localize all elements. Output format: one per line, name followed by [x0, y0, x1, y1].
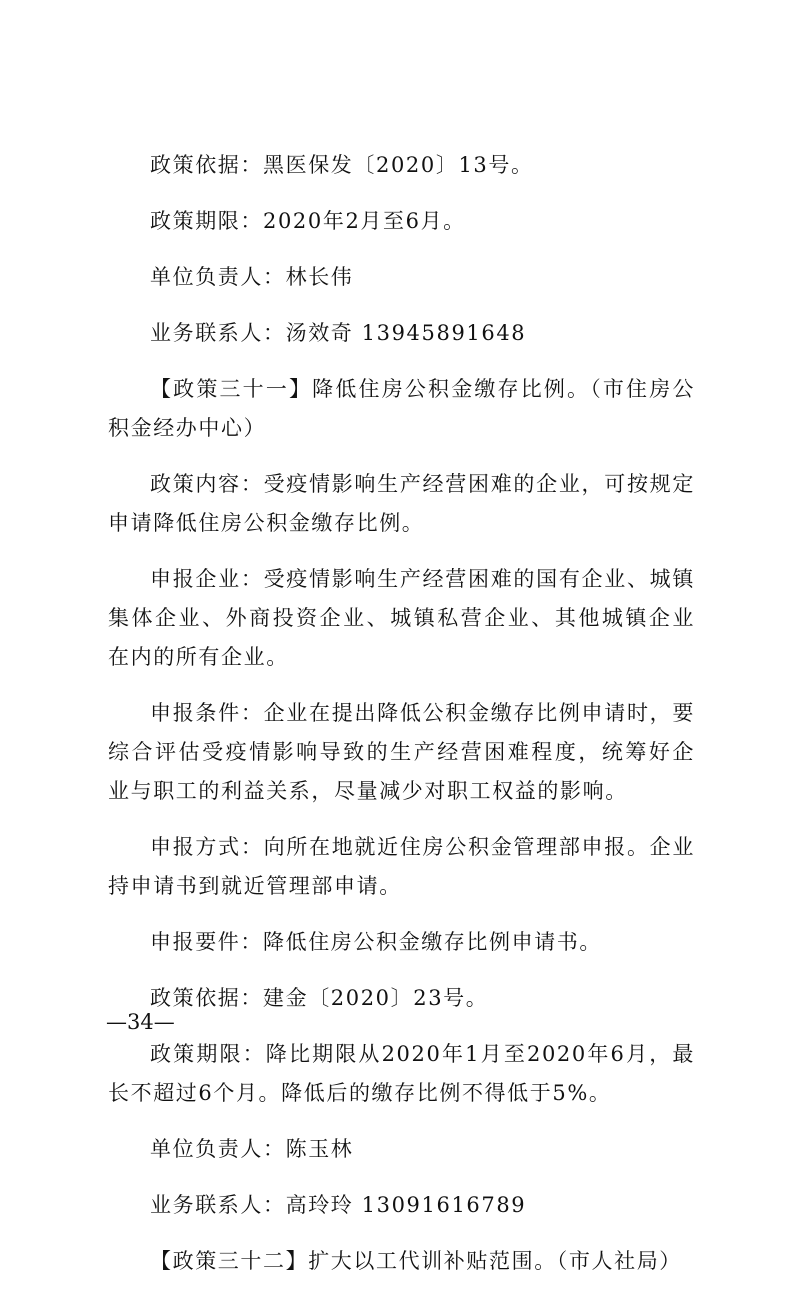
paragraph-contact-2: 业务联系人：高玲玲 13091616789	[150, 1193, 527, 1217]
paragraph-application-method: 申报方式：向所在地就近住房公积金管理部申报。企业持申请书到就近管理部申请。	[108, 835, 695, 898]
paragraph-unit-head-2: 单位负责人：陈玉林	[150, 1137, 354, 1161]
paragraph-unit-head-1: 单位负责人：林长伟	[150, 265, 354, 289]
paragraph-application-conditions: 申报条件：企业在提出降低公积金缴存比例申请时，要综合评估受疫情影响导致的生产经营困难程度，统筹好企业与职工的利益关系，尽量减少对职工权益的影响。	[108, 701, 695, 803]
paragraph-policy-31-heading: 【政策三十一】降低住房公积金缴存比例。（市住房公积金经办中心）	[108, 377, 695, 440]
document-body	[108, 146, 695, 1298]
paragraph-eligible-enterprises: 申报企业：受疫情影响生产经营困难的国有企业、城镇集体企业、外商投资企业、城镇私营企业、其他城镇企业在内的所有企业。	[108, 567, 695, 669]
paragraph-policy-basis-1: 政策依据：黑医保发〔2020〕13号。	[150, 153, 534, 177]
page-number: —34—	[106, 1010, 175, 1034]
paragraph-application-documents: 申报要件：降低住房公积金缴存比例申请书。	[150, 930, 602, 954]
paragraph-policy-content: 政策内容：受疫情影响生产经营困难的企业，可按规定申请降低住房公积金缴存比例。	[108, 472, 695, 535]
paragraph-policy-period-1: 政策期限：2020年2月至6月。	[150, 209, 466, 233]
paragraph-contact-1: 业务联系人：汤效奇 13945891648	[150, 321, 527, 345]
paragraph-policy-basis-2: 政策依据：建金〔2020〕23号。	[150, 986, 489, 1010]
paragraph-policy-32-heading: 【政策三十二】扩大以工代训补贴范围。（市人社局）	[150, 1249, 682, 1273]
paragraph-policy-period-2: 政策期限：降比期限从2020年1月至2020年6月，最长不超过6个月。降低后的缴存比例不得低于5%。	[108, 1042, 695, 1105]
